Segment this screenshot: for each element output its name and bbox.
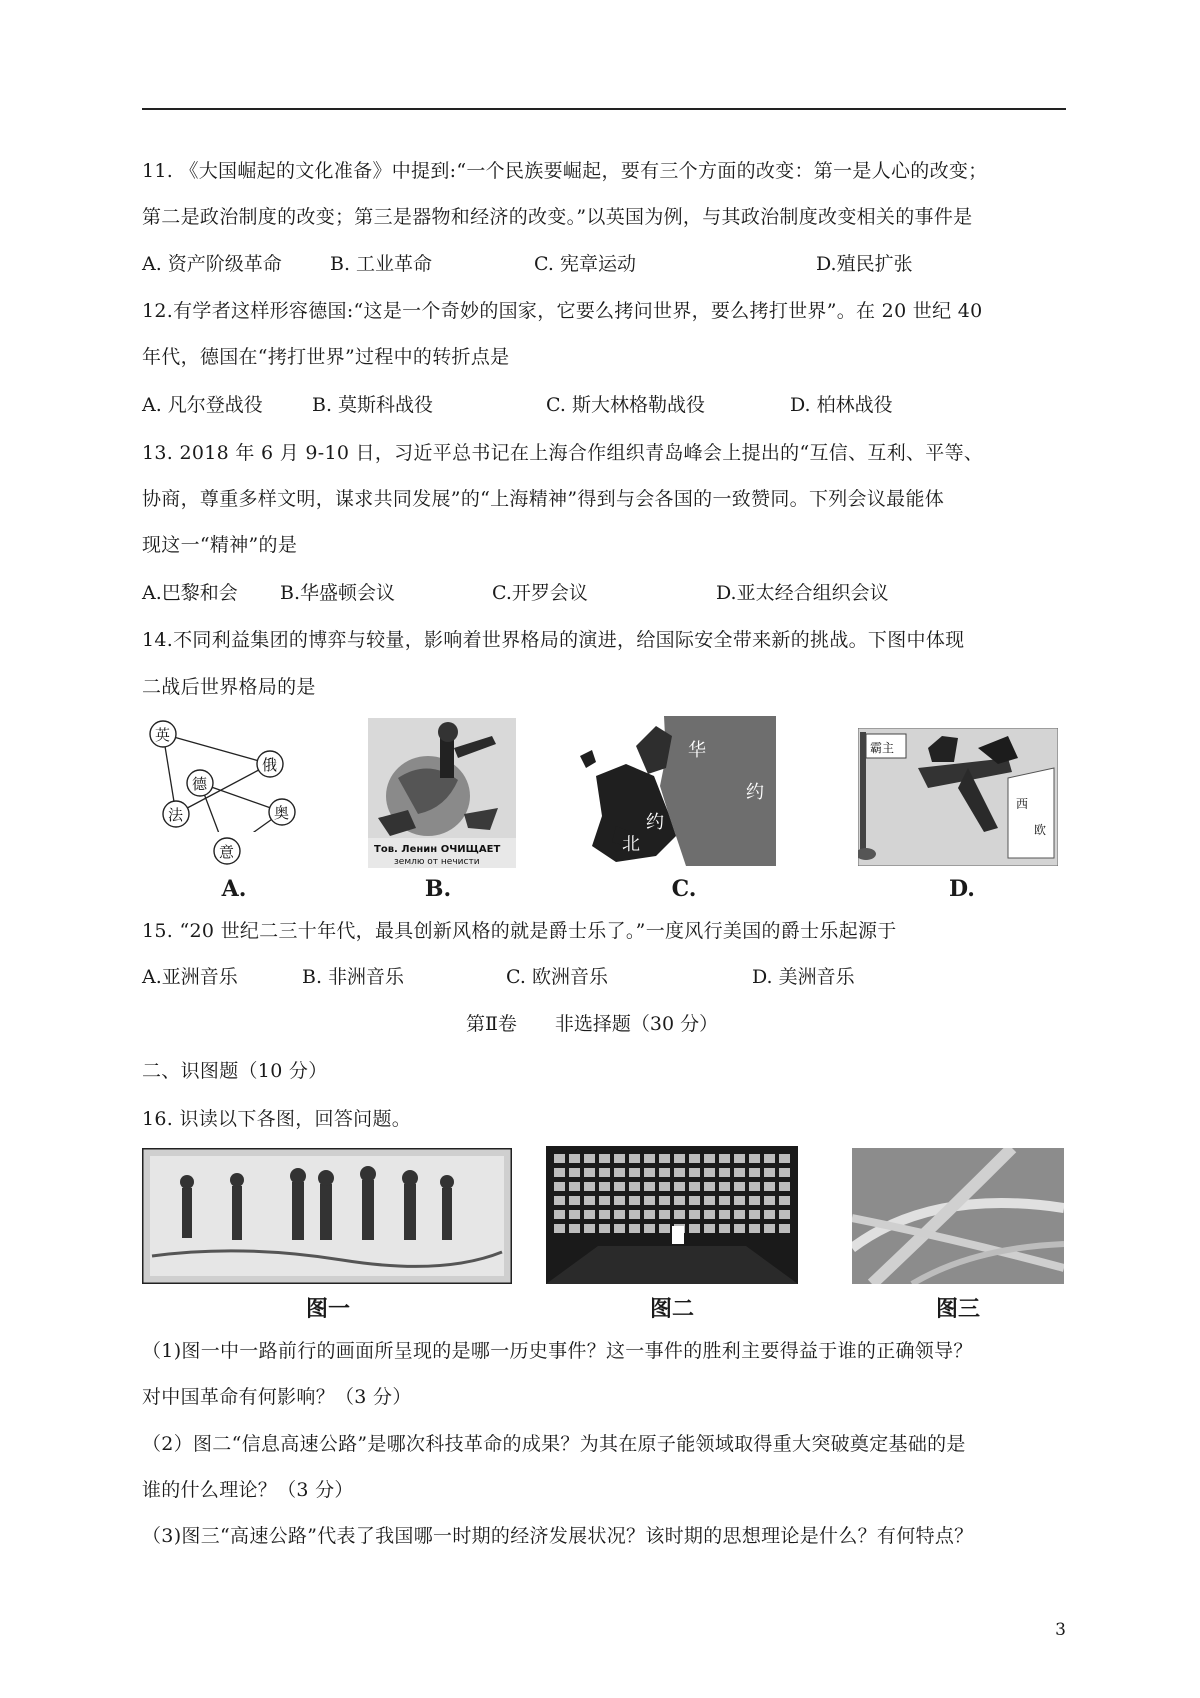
q16-figure-2-info-highway (546, 1146, 798, 1284)
q12-line1: 12.有学者这样形容德国:“这是一个奇妙的国家，它要么拷问世界，要么拷打世界”。在 20 世纪 40 (142, 300, 983, 322)
node-label: 意 (219, 843, 235, 861)
map-label-yue-west: 约 (646, 812, 664, 833)
q15-option-a: A.亚洲音乐 (142, 966, 238, 988)
q13-option-d: D.亚太经合组织会议 (716, 582, 889, 604)
q14-label-b: B. (424, 876, 452, 902)
poster-caption-line1: Тов. Ленин ОЧИЩАЕТ (374, 844, 501, 855)
map-label-bei: 北 (622, 834, 640, 855)
node-label: 德 (192, 775, 208, 793)
q11-option-d: D.殖民扩张 (816, 253, 913, 275)
q16-sub1-line1: （1)图一中一路前行的画面所呈现的是哪一历史事件？这一事件的胜利主要得益于谁的正确领导？ (142, 1340, 973, 1362)
q11-option-c: C. 宪章运动 (534, 253, 636, 275)
q16-sub1-line2: 对中国革命有何影响？（3 分） (142, 1386, 412, 1408)
q16-figure-1-march (142, 1148, 512, 1284)
house-label-xi: 西 (1016, 797, 1029, 811)
q13-option-c: C.开罗会议 (492, 582, 588, 604)
q13-line2: 协商，尊重多样文明，谋求共同发展”的“上海精神”得到与会各国的一致赞同。下列会议最能体 (142, 488, 945, 510)
q16-sub2-line2: 谁的什么理论？（3 分） (142, 1479, 354, 1501)
header-rule (142, 108, 1066, 110)
q14-line2: 二战后世界格局的是 (142, 676, 316, 698)
q11-option-b: B. 工业革命 (330, 253, 433, 275)
q16-sub3-line1: （3)图三“高速公路”代表了我国哪一时期的经济发展状况？该时期的思想理论是什么？有何特点？ (142, 1525, 974, 1547)
q11-option-a: A. 资产阶级革命 (142, 253, 282, 275)
page-number: 3 (1055, 1620, 1066, 1640)
node-label: 俄 (262, 756, 278, 774)
q12-option-d: D. 柏林战役 (790, 394, 893, 416)
q16-caption-3: 图三 (935, 1296, 980, 1322)
map-label-hua: 华 (688, 740, 706, 761)
section-title: 第Ⅱ卷 非选择题（30 分） (466, 1013, 719, 1035)
q16-caption-1: 图一 (305, 1296, 350, 1322)
q14-figure-c-europe-map (576, 716, 776, 866)
node-ying (150, 721, 176, 747)
q14-label-c: C. (671, 876, 697, 902)
q15-option-d: D. 美洲音乐 (752, 966, 855, 988)
q12-option-c: C. 斯大林格勒战役 (546, 394, 705, 416)
q13-line1: 13. 2018 年 6 月 9-10 日，习近平总书记在上海合作组织青岛峰会上提出的“互信、互利、平等、 (142, 442, 984, 464)
q11-line2: 第二是政治制度的改变；第三是器物和经济的改变。”以英国为例，与其政治制度改变相关的事件是 (142, 206, 973, 228)
house-label-ou: 欧 (1034, 823, 1047, 837)
q14-figure-a-alliance-diagram (138, 716, 306, 832)
q13-line3: 现这一“精神”的是 (142, 534, 298, 556)
q12-option-b: B. 莫斯科战役 (312, 394, 434, 416)
q15-line1: 15. “20 世纪二三十年代，最具创新风格的就是爵士乐了。”一度风行美国的爵士乐起源于 (142, 920, 897, 942)
q15-option-b: B. 非洲音乐 (302, 966, 405, 988)
q12-line2: 年代，德国在“拷打世界”过程中的转折点是 (142, 346, 510, 368)
node-label: 奥 (274, 804, 290, 822)
q13-option-a: A.巴黎和会 (142, 582, 238, 604)
q14-figure-b-lenin-poster (368, 718, 516, 868)
node-label: 英 (155, 726, 171, 744)
node-label: 法 (168, 806, 184, 824)
poster-caption-line2: землю от нечисти (394, 857, 480, 867)
q14-label-a: A. (221, 876, 247, 902)
flag-label-bazhu: 霸主 (870, 741, 895, 755)
q16-stem: 16. 识读以下各图，回答问题。 (142, 1108, 412, 1130)
map-label-yue-east: 约 (746, 782, 764, 803)
q14-line1: 14.不同利益集团的博弈与较量，影响着世界格局的演进，给国际安全带来新的挑战。下图中体现 (142, 629, 965, 651)
q16-figure-3-expressway (852, 1148, 1064, 1284)
q12-option-a: A. 凡尔登战役 (142, 394, 263, 416)
q15-option-c: C. 欧洲音乐 (506, 966, 608, 988)
q13-option-b: B.华盛顿会议 (280, 582, 396, 604)
q11-line1: 11. 《大国崛起的文化准备》中提到:“一个民族要崛起，要有三个方面的改变：第一是人心的改变； (142, 160, 988, 182)
q16-caption-2: 图二 (649, 1296, 694, 1322)
q16-sub2-line1: （2）图二“信息高速公路”是哪次科技革命的成果？为其在原子能领域取得重大突破奠定基础的是 (142, 1433, 966, 1455)
q14-label-d: D. (949, 876, 975, 902)
q14-figure-d-cartoon (858, 728, 1058, 866)
node-yi (212, 836, 242, 866)
section-part-heading: 二、识图题（10 分） (142, 1060, 328, 1082)
